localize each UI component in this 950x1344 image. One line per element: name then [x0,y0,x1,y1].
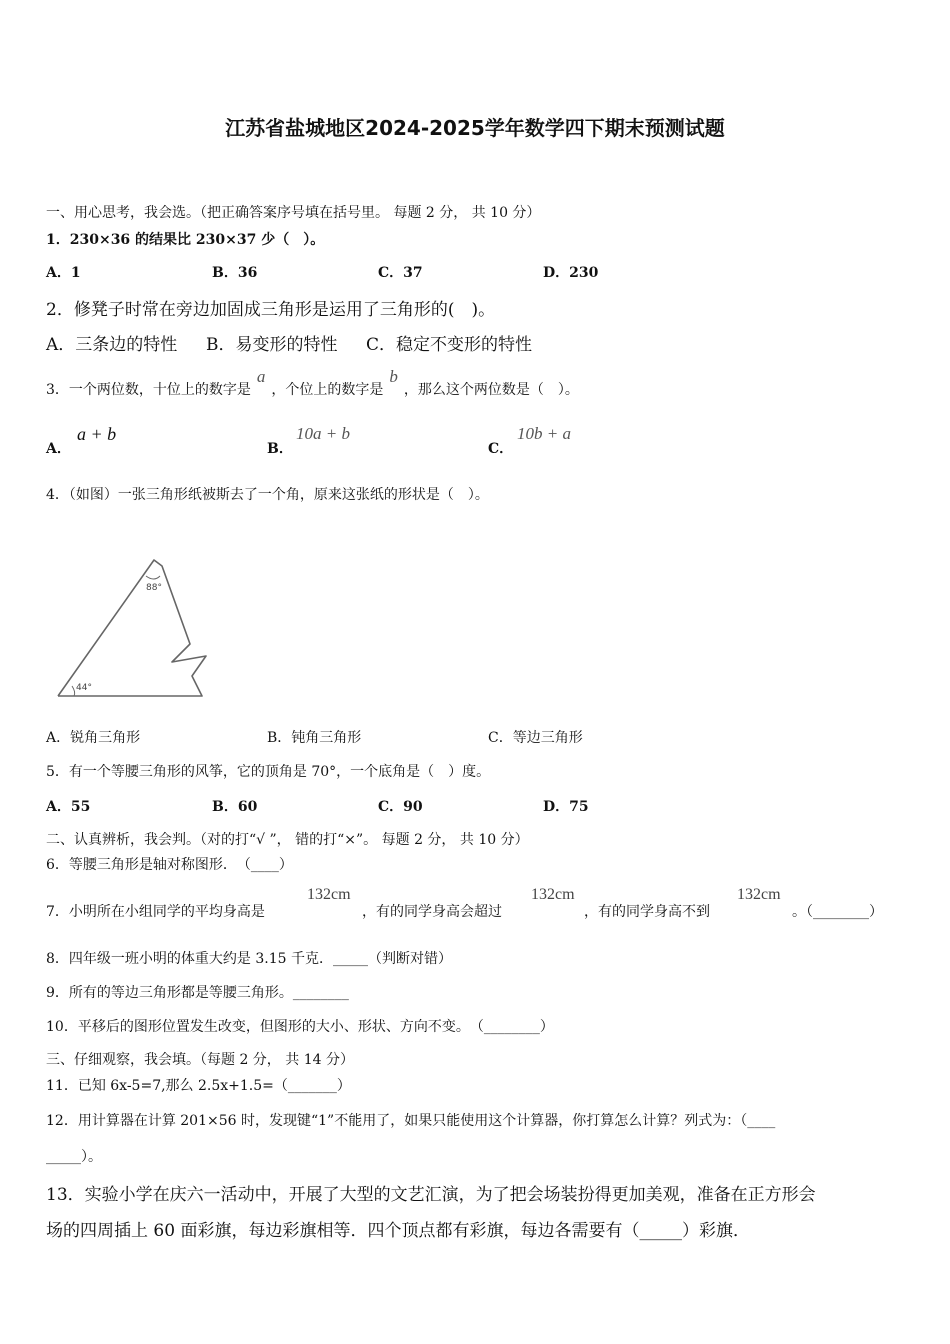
question-10: 10．平移后的图形位置发生改变，但图形的大小、形状、方向不变。 （________） [46,1019,554,1035]
question-11: 11．已知 6x-5=7,那么 2.5x+1.5=（_______） [46,1078,351,1094]
q2-option-a[interactable]: A．三条边的特性 [46,335,178,355]
q4-option-b[interactable]: B．钝角三角形 [267,730,362,746]
question-1: 1．230×36 的结果比 230×37 少（ ）。 [46,232,325,248]
q3-var-a: a [256,367,266,386]
section-2-heading: 二、认真辨析，我会判。（对的打“√ ”， 错的打“×”。 每题 2 分， 共 10 分） [46,832,529,848]
question-12-line-2: _____）。 [46,1149,102,1165]
q5-option-b[interactable]: B．60 [212,799,258,815]
q1-option-a[interactable]: A．1 [46,265,81,281]
q3-option-c-label: C． [488,441,514,457]
question-7-text-3: ，有的同学身高不到 [584,904,710,920]
page-title: 江苏省盐城地区2024-2025学年数学四下期末预测试题 [225,116,725,140]
q3-text-3: ，那么这个两位数是（ ）。 [403,382,579,398]
torn-triangle-figure [50,552,220,704]
q3-option-c-formula: 10b + a [517,424,571,443]
q4-option-c[interactable]: C．等边三角形 [488,730,583,746]
question-13-line-2: 场的四周插上 60 面彩旗，每边彩旗相等．四个顶点都有彩旗，每边各需要有（_____）彩旗． [46,1221,750,1241]
question-4: 4．（如图）一张三角形纸被斯去了一个角，原来这张纸的形状是（ ）。 [46,487,489,503]
q7-unit-1: 132cm [307,886,351,903]
question-7-text-2: ，有的同学身高会超过 [362,904,502,920]
top-angle-label: 88° [146,583,162,593]
question-3 [46,367,579,399]
left-angle-arc [72,686,75,696]
q3-option-a-label: A． [46,441,71,457]
q3-option-b-label: B． [267,441,293,457]
question-13-line-1: 13．实验小学在庆六一活动中，开展了大型的文艺汇演，为了把会场装扮得更加美观，准备在正方形会 [46,1185,816,1205]
q3-option-b[interactable] [267,438,293,458]
section-1-heading: 一、用心思考，我会选。（把正确答案序号填在括号里。 每题 2 分， 共 10 分） [46,205,541,221]
q3-option-a[interactable] [46,438,71,458]
q3-var-b: b [389,367,398,386]
question-9: 9．所有的等边三角形都是等腰三角形。________ [46,985,349,1001]
q7-unit-3: 132cm [737,886,781,903]
question-7-text-4: 。（________） [792,904,883,920]
q2-option-b[interactable]: B．易变形的特性 [206,335,338,355]
q5-option-c[interactable]: C．90 [378,799,423,815]
question-2: 2．修凳子时常在旁边加固成三角形是运用了三角形的( )。 [46,300,496,320]
q5-option-a[interactable]: A．55 [46,799,91,815]
question-12-line-1: 12．用计算器在计算 201×56 时，发现键“1”不能用了，如果只能使用这个计算器，你打算怎么计算？列式为：（____ [46,1113,776,1129]
torn-triangle-outline [58,560,206,696]
q5-option-d[interactable]: D．75 [543,799,589,815]
question-5: 5．有一个等腰三角形的风筝，它的顶角是 70°，一个底角是（ ）度。 [46,764,491,780]
q1-option-b[interactable]: B．36 [212,265,258,281]
q4-option-a[interactable]: A．锐角三角形 [46,730,141,746]
q3-text-2: ，个位上的数字是 [271,382,384,398]
q3-text-1: 3．一个两位数，十位上的数字是 [46,382,251,398]
q3-option-a-formula: a + b [77,424,117,444]
section-3-heading: 三、仔细观察，我会填。（每题 2 分， 共 14 分） [46,1052,354,1068]
q1-option-c[interactable]: C．37 [378,265,423,281]
question-8: 8．四年级一班小明的体重大约是 3.15 千克．_____（判断对错） [46,951,452,967]
q3-option-c[interactable] [488,438,513,458]
question-7-text-1: 7．小明所在小组同学的平均身高是 [46,904,265,920]
left-angle-label: 44° [76,683,92,693]
question-6: 6．等腰三角形是轴对称图形． （____） [46,857,293,873]
top-angle-arc [146,576,160,579]
q2-option-c[interactable]: C．稳定不变形的特性 [366,335,533,355]
q1-option-d[interactable]: D．230 [543,265,599,281]
q7-unit-2: 132cm [531,886,575,903]
q3-option-b-formula: 10a + b [296,424,350,443]
